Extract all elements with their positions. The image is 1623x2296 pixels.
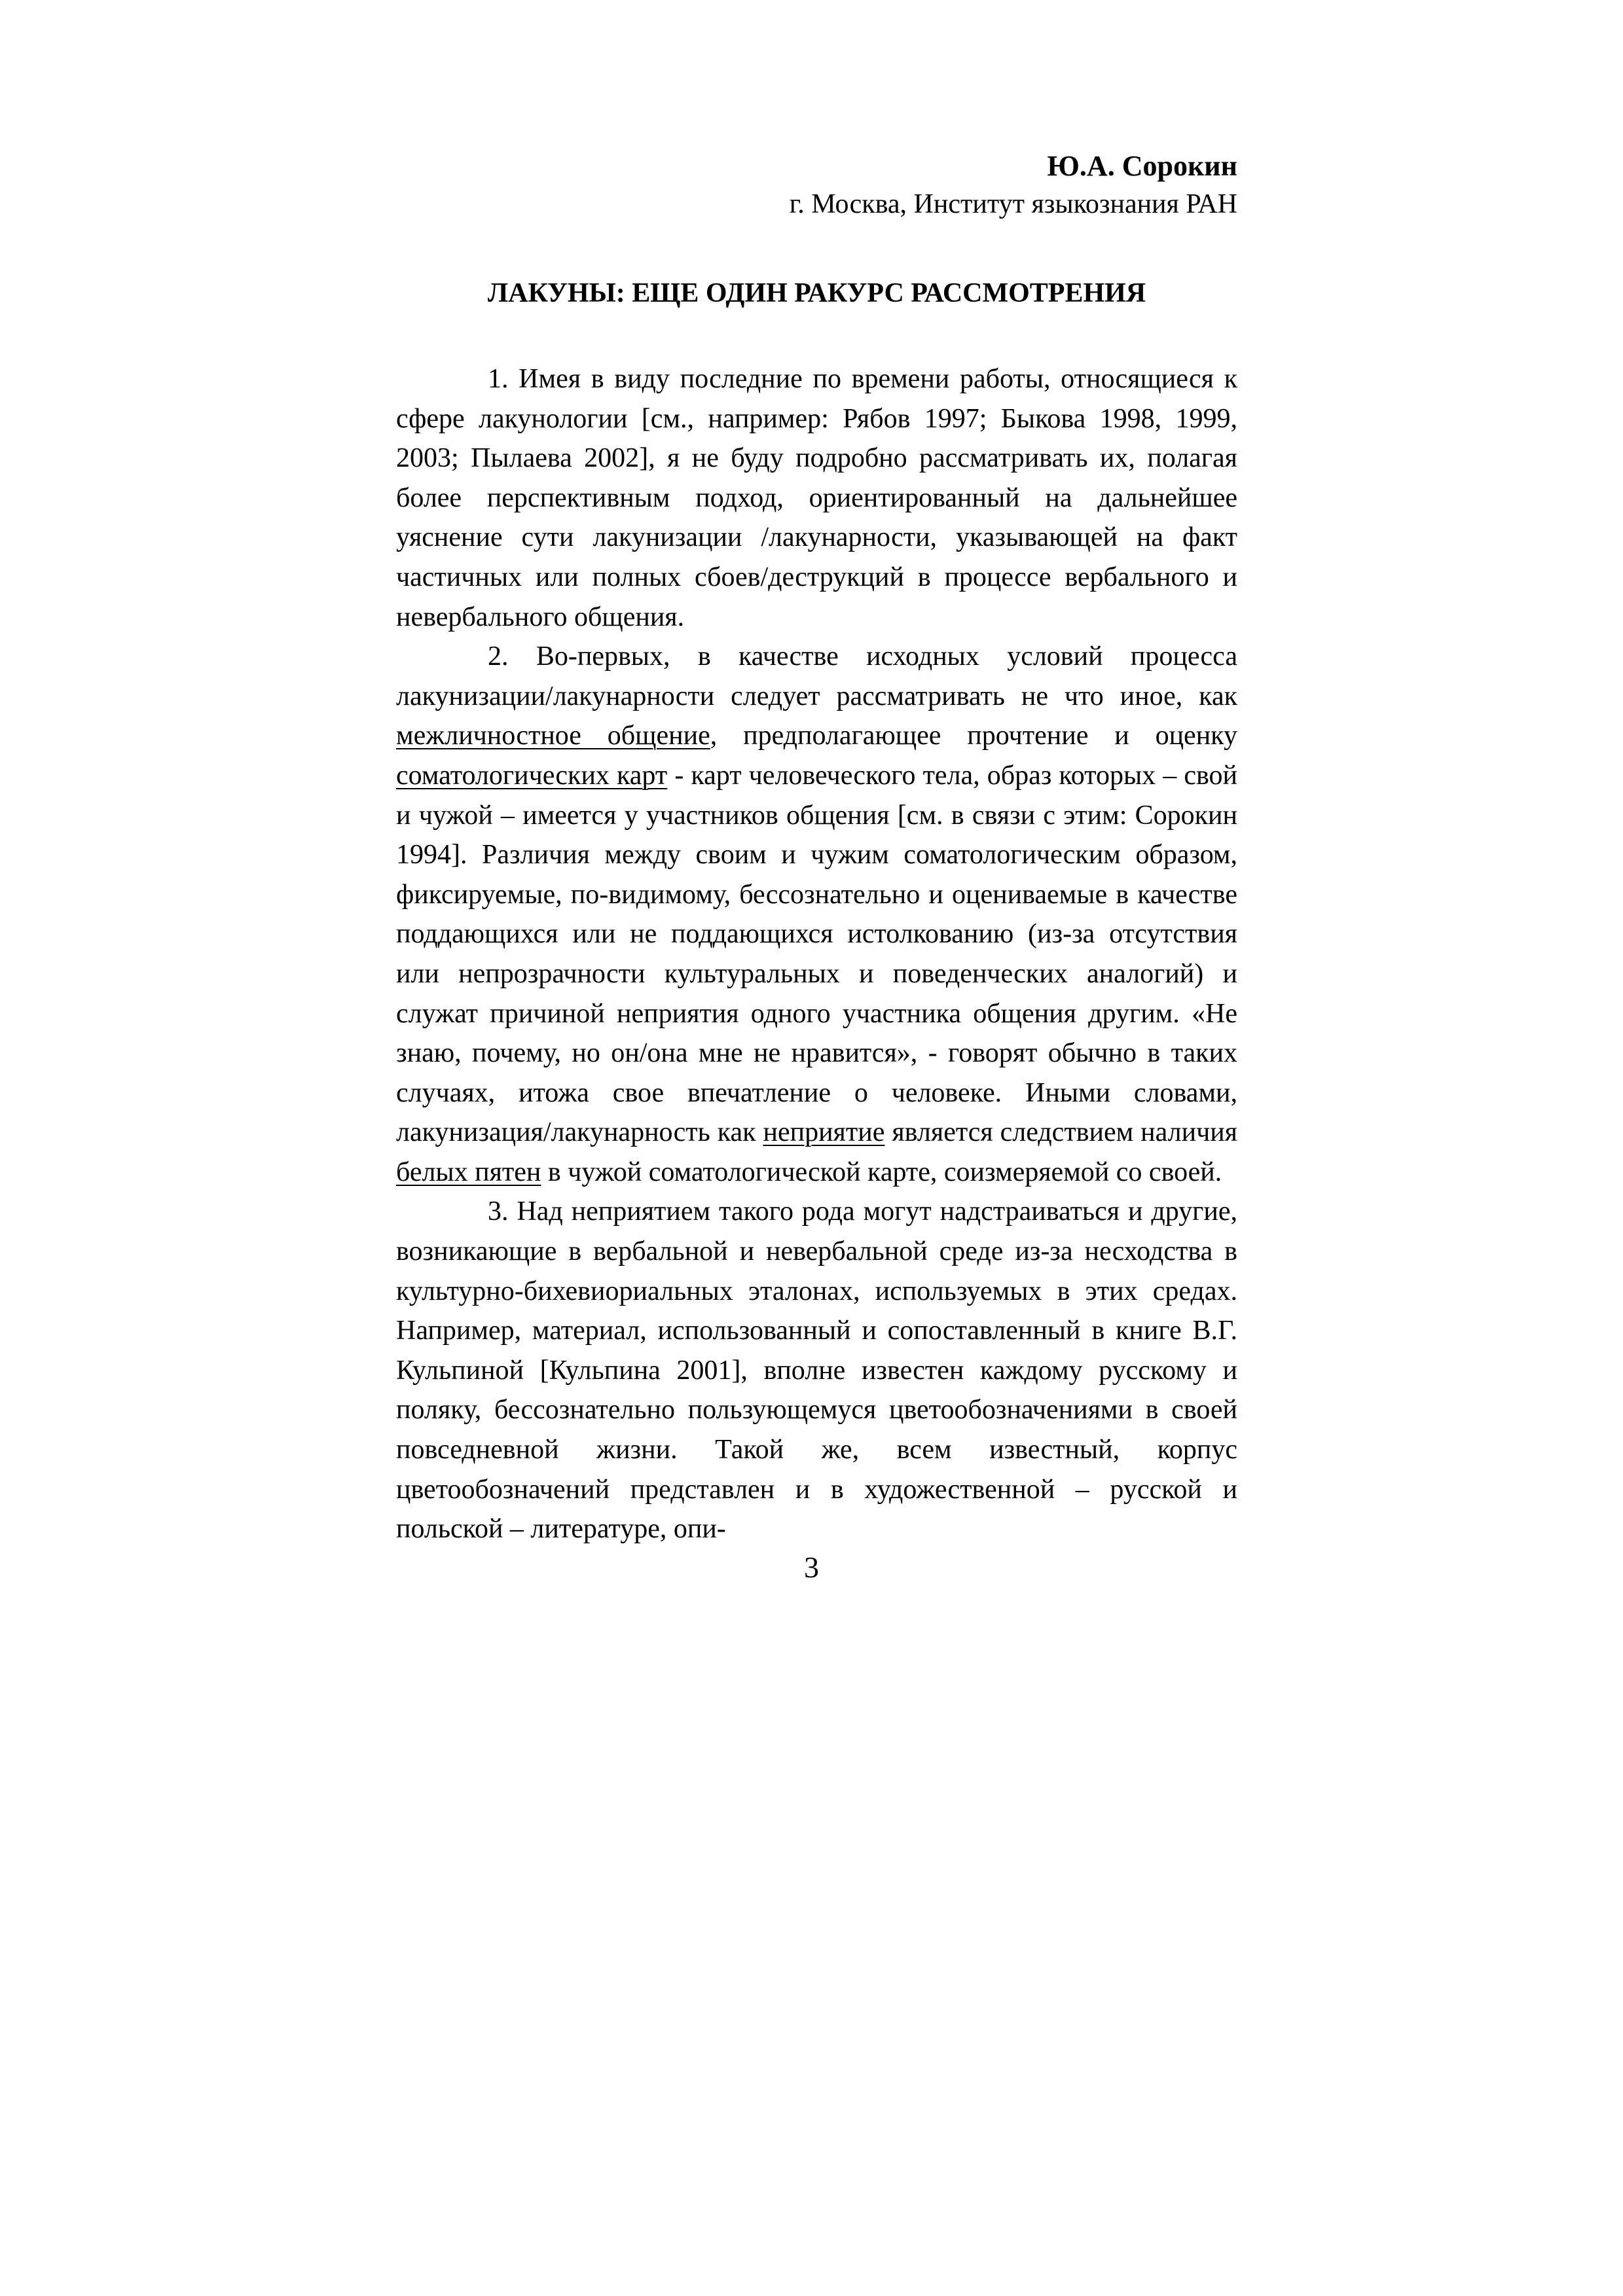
- page-number: 3: [804, 1551, 819, 1584]
- author-affiliation: г. Москва, Институт языкознания РАН: [789, 189, 1237, 219]
- underlined-term-interpersonal-communication: межличностное общение: [396, 721, 710, 751]
- paragraph-2-text: является следствием наличия: [884, 1117, 1238, 1148]
- paragraph-2-text: в чужой соматологической карте, соизмеряемой со своей.: [541, 1157, 1222, 1187]
- paragraph-1: 1. Имея в виду последние по времени работы, относящиеся к сфере лакунологии [см., например: Рябов 1997; Быкова 1998, 1999, 2003; Пылаева 2002], я не буду подробно рассматривать их, полагая более перспективным подход, ориентированный на дальнейшее уяснение сути лакунизации /лакунарности, указывающей на факт частичных или полных сбоев/деструкций в процессе вербального и невербального общения.: [396, 364, 1237, 632]
- author-name: Ю.А. Сорокин: [1047, 150, 1237, 182]
- article-title: ЛАКУНЫ: ЕЩЕ ОДИН РАКУРС РАССМОТРЕНИЯ: [487, 278, 1146, 308]
- paragraph-2-text: 2. Во-первых, в качестве исходных условий процесса лакунизации/лакунарности следует рассматривать не что иное, как: [396, 641, 1237, 711]
- underlined-term-white-spots: белых пятен: [396, 1157, 541, 1187]
- underlined-term-rejection: неприятие: [763, 1117, 885, 1148]
- underlined-term-somatological-maps: соматологических карт: [396, 760, 668, 791]
- page-content: [396, 147, 1237, 1549]
- paragraph-2-text: - карт человеческого тела, образ которых – свой и чужой – имеется у участников общения [см. в связи с этим: Сорокин 1994]. Различия между своим и чужим соматологическим образом, фиксируемые, по-видимому, бессознательно и оцениваемые в качестве поддающихся или не поддающихся истолкованию (из-за отсутствия или непрозрачности культуральных и поведенческих аналогий) и служат причиной неприятия одного участника общения другим. «Не знаю, почему, но он/она мне не нравится», - говорят обычно в таких случаях, итожа свое впечатление о человеке. Иными словами, лакунизация/лакунарность как: [396, 760, 1237, 1148]
- paragraph-2: [396, 637, 1237, 1192]
- author-block: [396, 147, 1237, 223]
- paragraph-2-text: , предполагающее прочтение и оценку: [710, 721, 1237, 751]
- paragraph-3: 3. Над неприятием такого рода могут надстраиваться и другие, возникающие в вербальной и невербальной среде из-за несходства в культурно-бихевиориальных эталонах, используемых в этих средах. Например, материал, использованный и сопоставленный в книге В.Г. Кульпиной [Кульпина 2001], вполне известен каждому русскому и поляку, бессознательно пользующемуся цветообозначениями в своей повседневной жизни. Такой же, всем известный, корпус цветообозначений представлен и в художественной – русской и польской – литературе, опи-: [396, 1196, 1237, 1545]
